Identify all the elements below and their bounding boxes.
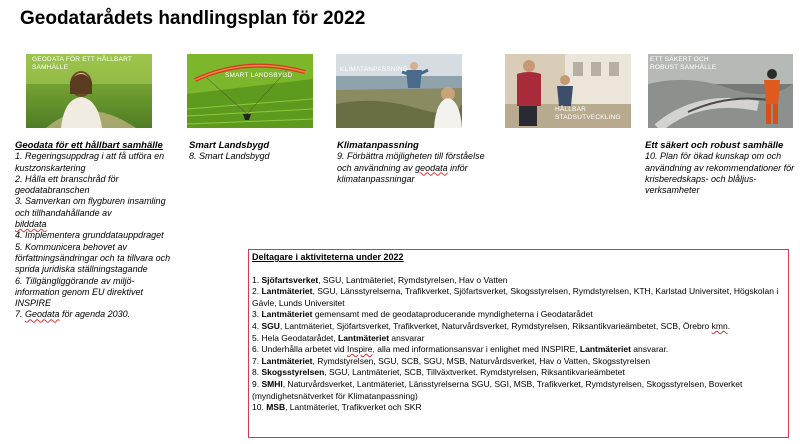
activity-item: 8. Smart Landsbygd [189,151,270,162]
photo-child-path [26,54,152,128]
participant-row: 7. Lantmäteriet, Rymdstyrelsen, SGU, SCB, SGU, MSB, Naturvårdsverket, Hav o Vatten, Skogsstyrelsen [252,355,651,366]
column-heading: Klimatanpassning [337,140,419,151]
participant-row: 8. Skogsstyrelsen, SGU, Lantmäteriet, SCB, Tillväxtverket. Rymdstyrelsen, Riksantikvarieämbetet [252,367,625,378]
photo-firefighter [648,54,793,128]
activity-column-klimatanpassning [337,140,497,185]
activity-item: 4. Implementera grunddatauppdraget [15,230,164,241]
image-caption: GEODATA FÖR ETT HÅLLBART SAMHÄLLE [32,56,132,71]
participant-row: 4. SGU, Lantmäteriet, Sjöfartsverket, Trafikverket, Naturvårdsverket, Rymdstyrelsen, Riksantikvarieämbetet, SCB, Örebro kmn. [252,320,731,331]
column-heading: Geodata för ett hållbart samhälle [15,140,163,151]
activity-column-geodata [15,140,175,321]
participant-row: 10. MSB, Lantmäteriet, Trafikverket och SKR [252,402,422,413]
activity-column-smart-landsbygd [189,140,309,163]
page-title: Geodatarådets handlingsplan för 2022 [20,8,366,29]
activity-item: 5. Kommunicera behovet av författningsändringar och ta tillvara och sprida juridiska ställningstagande [15,241,171,275]
column-heading: Smart Landsbygd [189,140,270,151]
participant-row: 3. Lantmäteriet gemensamt med de geodataproducerande myndigheterna i Geodatarådet [252,309,593,320]
image-caption: HÅLLBAR STADSUTVECKLING [555,106,621,121]
activity-item: bilddata [15,219,47,230]
activity-item: 1. Regeringsuppdrag i att få utföra en kustzonskartering [15,151,165,173]
activity-item: 3. Samverkan om flygburen insamling och tillhandahållande av [15,196,166,218]
image-caption: SMART LANDSBYGD [225,72,293,79]
participants-box [248,249,789,438]
photo-coast-photographer [336,54,462,128]
activity-item: 10. Plan för ökad kunskap om och användning av rekommendationer för krisberedskaps- och blåljus-verksamheter [645,151,795,196]
photo-city-people [505,54,631,128]
column-heading: Ett säkert och robust samhälle [645,140,784,151]
activity-item: 2. Hålla ett branschråd för geodatabranschen [15,173,119,196]
photo-paraglider-field [187,54,313,128]
participant-row: 6. Underhålla arbetet vid Inspire, alla med informationsansvar i enlighet med INSPIRE, Lantmäteriet ansvarar. [252,344,669,355]
image-caption: ETT SÄKERT OCH ROBUST SAMHÄLLE [650,56,717,71]
participant-row: 9. SMHI, Naturvårdsverket, Lantmäteriet, Länsstyrelserna SGU, SGI, MSB, Trafikverket, Rymdstyrelsen, Skogsstyrelsen, Boverket (myndighetsnätverket för Klimatanpassning) [252,378,743,401]
activity-item: 6. Tillgängliggörande av miljö-information genom EU direktivet INSPIRE [15,275,144,309]
activity-column-robust-samhalle [645,140,795,196]
activity-item: 7. Geodata för agenda 2030. [15,309,131,320]
activity-item: 9. Förbättra möjligheten till förståelse och användning av geodata inför klimatanpassningar [337,151,485,184]
participant-row: 1. Sjöfartsverket, SGU, Lantmäteriet, Rymdstyrelsen, Hav o Vatten [252,274,508,285]
participants-heading: Deltagare i aktiviteterna under 2022 [252,252,404,262]
participant-row: 5. Hela Geodatarådet, Lantmäteriet ansvarar [252,332,425,343]
participant-row: 2. Lantmäteriet, SGU, Länsstyrelserna, Trafikverket, Sjöfartsverket, Skogsstyrelsen, Rymdstyrelsen, KTH, Karlstad Universitet, Högskolan i Gävle, Lunds Universitet [252,286,779,308]
image-caption: KLIMATANPASSNING [340,66,408,73]
